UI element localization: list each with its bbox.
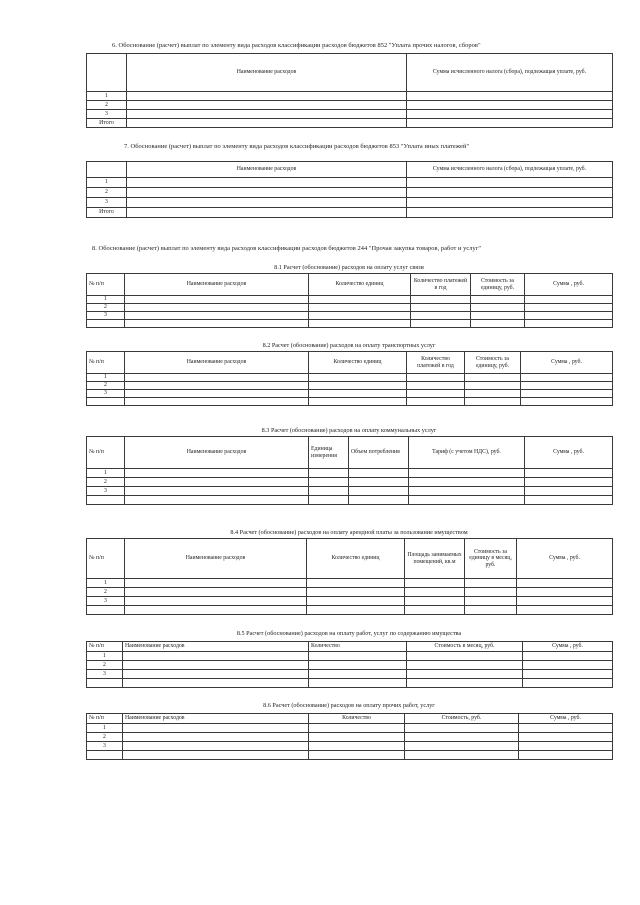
header-cell: Количество единиц [307, 539, 405, 579]
header-cell: Количество [309, 642, 407, 652]
table-row [87, 496, 613, 505]
table-row [87, 188, 613, 198]
table-8-2-caption: 8.2 Расчет (обоснование) расходов на оплату транспортных услуг [262, 342, 436, 349]
header-cell: № п/п [87, 352, 125, 374]
header-cell: № п/п [87, 539, 125, 579]
table-row [87, 92, 613, 101]
row-number: 3 [87, 312, 125, 320]
header-cell: Наименование расходов [125, 352, 309, 374]
table-header-row [87, 642, 613, 652]
table-row [87, 679, 613, 688]
row-number: 3 [87, 742, 123, 751]
table-header-row [87, 714, 613, 724]
row-number: 2 [87, 382, 125, 390]
table-row [87, 478, 613, 487]
table-row [87, 312, 613, 320]
table-8-5-caption: 8.5 Расчет (обоснование) расходов на оплату работ, услуг по содержанию имущества [236, 630, 462, 637]
header-cell: Тариф (с учетом НДС), руб. [409, 437, 525, 469]
table-row [87, 390, 613, 398]
table-8-4 [86, 538, 613, 615]
total-row [87, 119, 613, 128]
row-number: 2 [87, 478, 125, 487]
header-cell: Наименование расходов [125, 539, 307, 579]
section-6-table [86, 53, 613, 128]
header-cell: Количество платежей в год [407, 352, 465, 374]
header-cell: Площадь занимаемых помещений, кв.м [405, 539, 465, 579]
table-header-row [87, 437, 613, 469]
header-cell: Наименование расходов [125, 274, 309, 296]
header-cell: Стоимость за единицу, руб. [465, 352, 521, 374]
header-cell: Наименование расходов [123, 714, 309, 724]
table-8-1-caption: 8.1 Расчет (обоснование) расходов на оплату услуг связи [274, 264, 424, 271]
header-cell [87, 162, 127, 178]
table-row [87, 652, 613, 661]
total-row [87, 208, 613, 218]
header-cell: Наименование расходов [123, 642, 309, 652]
table-row [87, 398, 613, 406]
row-number: 3 [87, 487, 125, 496]
table-8-1 [86, 273, 613, 328]
table-row [87, 588, 613, 597]
table-8-6-caption: 8.6 Расчет (обоснование) расходов на оплату прочих работ, услуг [263, 702, 435, 709]
row-number: 3 [87, 198, 127, 208]
header-cell: № п/п [87, 274, 125, 296]
row-number: 1 [87, 296, 125, 304]
table-row [87, 304, 613, 312]
row-number: 2 [87, 733, 123, 742]
header-cell: Стоимость, руб. [405, 714, 519, 724]
header-cell: Количество платежей в год [411, 274, 471, 296]
header-cell: Стоимость за единицу, руб. [471, 274, 525, 296]
header-cell: Сумма , руб. [517, 539, 613, 579]
section-8-heading: 8. Обоснование (расчет) выплат по элементу вида расходов классификации расходов бюджетов 244 "Прочая закупка товаров, работ и услуг" [92, 245, 482, 252]
table-8-4-caption: 8.4 Расчет (обоснование) расходов на оплату арендной платы за пользование имуществом [230, 529, 468, 536]
table-row [87, 724, 613, 733]
table-header-row [87, 352, 613, 374]
header-cell: Сумма , руб. [519, 714, 613, 724]
table-8-5 [86, 641, 613, 688]
table-row [87, 374, 613, 382]
table-row [87, 751, 613, 760]
table-8-3-caption: 8.3 Расчет (обоснование) расходов на оплату коммунальных услуг [261, 427, 437, 434]
header-cell: Сумма , руб. [523, 642, 613, 652]
table-row [87, 733, 613, 742]
table-row [87, 606, 613, 615]
table-header-row [87, 162, 613, 178]
header-cell: Количество единиц [309, 352, 407, 374]
header-cell: Наименование расходов [125, 437, 309, 469]
header-cell: Единица измерения [309, 437, 349, 469]
header-cell: Наименование расходов [127, 54, 407, 92]
table-row [87, 487, 613, 496]
header-cell: Сумма , руб. [525, 437, 613, 469]
header-cell: Наименование расходов [127, 162, 407, 178]
header-cell: Количество единиц [309, 274, 411, 296]
row-number: 1 [87, 652, 123, 661]
table-row [87, 198, 613, 208]
row-number: 2 [87, 304, 125, 312]
row-number: 1 [87, 92, 127, 101]
table-row [87, 469, 613, 478]
row-number: 1 [87, 374, 125, 382]
row-number: 3 [87, 390, 125, 398]
table-row [87, 661, 613, 670]
header-cell: № п/п [87, 642, 123, 652]
total-label: Итого [87, 119, 127, 128]
row-number: 2 [87, 188, 127, 198]
header-cell: Стоимость в месяц, руб. [407, 642, 523, 652]
header-cell: Сумма , руб. [521, 352, 613, 374]
table-8-6 [86, 713, 613, 760]
header-cell: Сумма , руб. [525, 274, 613, 296]
section-7-table [86, 161, 613, 218]
table-row [87, 670, 613, 679]
table-row [87, 110, 613, 119]
table-row [87, 382, 613, 390]
table-header-row [87, 54, 613, 92]
total-label: Итого [87, 208, 127, 218]
header-cell: Сумма исчисленного налога (сбора), подлежащая уплате, руб. [407, 54, 613, 92]
table-row [87, 579, 613, 588]
section-6-heading: 6. Обоснование (расчет) выплат по элементу вида расходов классификации расходов бюджетов 852 "Уплата прочих налогов, сборов" [112, 42, 481, 49]
section-7-heading: 7. Обоснование (расчет) выплат по элементу вида расходов классификации расходов бюджетов 853 "Уплата иных платежей" [124, 143, 470, 150]
row-number: 1 [87, 469, 125, 478]
row-number: 1 [87, 724, 123, 733]
table-header-row [87, 539, 613, 579]
header-cell: № п/п [87, 714, 123, 724]
table-header-row [87, 274, 613, 296]
row-number: 1 [87, 579, 125, 588]
header-cell: Объем потребления [349, 437, 409, 469]
row-number: 3 [87, 597, 125, 606]
header-cell: Сумма исчисленного налога (сбора), подлежащая уплате, руб. [407, 162, 613, 178]
row-number: 3 [87, 110, 127, 119]
table-row [87, 742, 613, 751]
row-number: 2 [87, 588, 125, 597]
table-row [87, 320, 613, 328]
header-cell [87, 54, 127, 92]
table-row [87, 296, 613, 304]
row-number: 1 [87, 178, 127, 188]
table-8-2 [86, 351, 613, 406]
row-number: 2 [87, 101, 127, 110]
table-8-3 [86, 436, 613, 505]
header-cell: Стоимость за единицу в месяц, руб. [465, 539, 517, 579]
table-row [87, 597, 613, 606]
header-cell: № п/п [87, 437, 125, 469]
row-number: 3 [87, 670, 123, 679]
table-row [87, 101, 613, 110]
table-row [87, 178, 613, 188]
row-number: 2 [87, 661, 123, 670]
header-cell: Количество [309, 714, 405, 724]
